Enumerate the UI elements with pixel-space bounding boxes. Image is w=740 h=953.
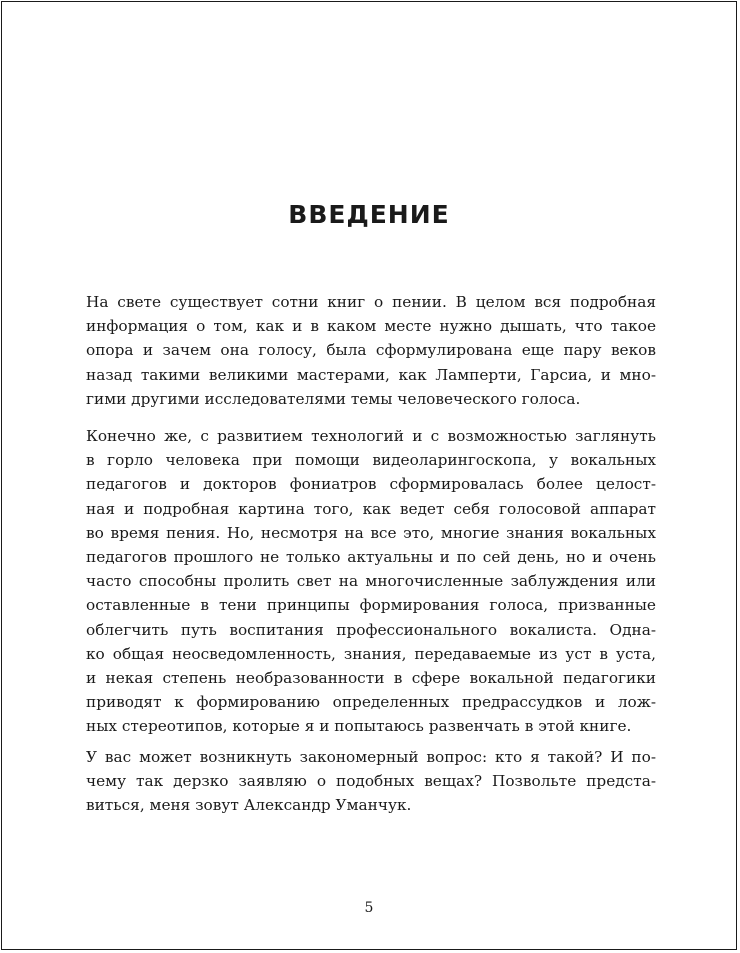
text-line: облегчить путь воспитания профессионального вокалиста. Одна- [86, 620, 656, 639]
text-line: приводят к формированию определенных предрассудков и лож- [86, 693, 656, 712]
paragraph-1 [86, 290, 656, 411]
text-line: Конечно же, с развитием технологий и с возможностью заглянуть [86, 427, 656, 445]
text-line: чему так дерзко заявляю о подобных вещах? Позвольте предста- [86, 772, 656, 791]
text-line: в горло человека при помощи видеоларингоскопа, у вокальных [86, 451, 656, 470]
text-line: ная и подробная картина того, как ведет себя голосовой аппарат [86, 499, 656, 518]
text-line: часто способны пролить свет на многочисленные заблуждения или [86, 572, 656, 591]
book-page [1, 1, 737, 950]
text-line: виться, меня зовут Александр Уманчук. [86, 796, 412, 815]
paragraph-2 [86, 424, 656, 739]
page-number: 5 [364, 900, 374, 916]
text-line: информация о том, как и в каком месте нужно дышать, что такое [86, 317, 656, 336]
text-line: и некая степень необразованности в сфере вокальной педагогики [86, 669, 656, 688]
text-line: во время пения. Но, несмотря на все это, многие знания вокальных [86, 523, 656, 542]
text-line: оставленные в тени принципы формирования голоса, призванные [86, 596, 656, 615]
text-line: назад такими великими мастерами, как Ламперти, Гарсиа, и мно- [86, 365, 656, 384]
text-line: На свете существует сотни книг о пении. В целом вся подробная [86, 293, 656, 311]
text-line: педагогов и докторов фониатров сформировалась более целост- [86, 475, 656, 494]
text-line: педагогов прошлого не только актуальны и по сей день, но и очень [86, 548, 656, 567]
text-line: ко общая неосведомленность, знания, передаваемые из уст в уста, [86, 644, 656, 663]
text-line: У вас может возникнуть закономерный вопрос: кто я такой? И по- [86, 748, 656, 766]
text-line: гими другими исследователями темы человеческого голоса. [86, 389, 581, 408]
chapter-heading: ВВЕДЕНИЕ [288, 200, 450, 229]
paragraph-3 [86, 745, 656, 818]
text-line: ных стереотипов, которые я и попытаюсь развенчать в этой книге. [86, 717, 632, 736]
text-line: опора и зачем она голосу, была сформулирована еще пару веков [86, 341, 656, 360]
